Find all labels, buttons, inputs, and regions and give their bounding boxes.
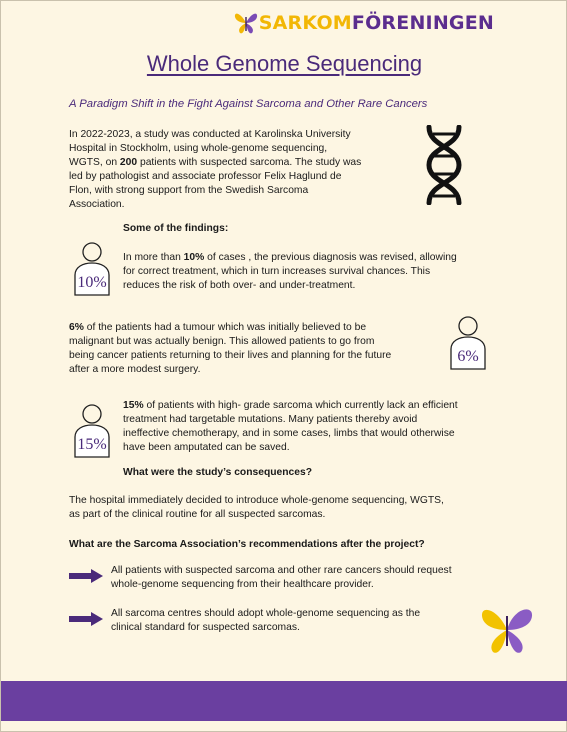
intro-line: Hospital in Stockholm, using whole-genome sequencing, xyxy=(69,143,328,154)
consequences-line: as part of the clinical routine for all suspected sarcomas. xyxy=(69,509,326,520)
person-icon xyxy=(71,239,113,297)
finding3-number: 15% xyxy=(123,400,144,411)
finding3-line: ineffective chemotherapy, and in some cases, limbs that would otherwise xyxy=(123,428,455,439)
intro-line: Association. xyxy=(69,199,125,210)
finding1-paragraph xyxy=(123,251,523,293)
arrow-right-icon xyxy=(69,612,103,626)
recommendation2-line: All sarcoma centres should adopt whole-genome sequencing as the xyxy=(111,608,421,619)
finding2-paragraph xyxy=(69,321,449,377)
recommendation1-line: whole-genome sequencing from their healthcare provider. xyxy=(111,579,374,590)
finding1-line: for correct treatment, which in turn increases survival chances. This xyxy=(123,266,431,277)
finding1-percent: 10% xyxy=(77,274,107,291)
finding3-percent: 15% xyxy=(77,436,107,453)
intro-line: In 2022-2023, a study was conducted at Karolinska University xyxy=(69,129,351,140)
recommendation1-line: All patients with suspected sarcoma and other rare cancers should request xyxy=(111,565,452,576)
intro-line: Flon, with strong support from the Swedish Sarcoma xyxy=(69,185,309,196)
finding3-line xyxy=(123,399,523,413)
recommendation2 xyxy=(111,607,471,635)
finding3-line: have been amputated can be saved. xyxy=(123,442,290,453)
finding3-text: of patients with high- grade sarcoma which currently lack an efficient xyxy=(143,400,458,411)
logo-text-foreningen: FÖRENINGEN xyxy=(351,12,494,34)
recommendations-heading: What are the Sarcoma Association’s recommendations after the project? xyxy=(69,539,425,550)
finding2-line xyxy=(69,321,449,335)
butterfly-icon xyxy=(479,604,535,656)
finding2-line: after a more modest surgery. xyxy=(69,364,201,375)
finding2-percent: 6% xyxy=(457,348,479,365)
butterfly-icon xyxy=(233,11,259,35)
finding2-number: 6% xyxy=(69,322,84,333)
finding3-paragraph xyxy=(123,399,523,455)
intro-paragraph xyxy=(69,128,409,212)
logo-text-sarkom: SARKOM xyxy=(258,12,352,34)
intro-text: WGTS, on xyxy=(69,157,120,168)
logo-text xyxy=(259,12,494,34)
page-subtitle: A Paradigm Shift in the Fight Against Sarcoma and Other Rare Cancers xyxy=(69,98,428,110)
arrow-right-icon xyxy=(69,569,103,583)
finding1-text: of cases , the previous diagnosis was revised, allowing xyxy=(204,252,457,263)
finding1-number: 10% xyxy=(183,252,205,263)
logo xyxy=(233,11,494,35)
finding1-line xyxy=(123,251,523,265)
recommendation2-line: clinical standard for suspected sarcomas. xyxy=(111,622,300,633)
recommendation1 xyxy=(111,564,511,592)
person-icon xyxy=(447,313,489,371)
finding2-line: malignant but was actually benign. This allowed patients to go from xyxy=(69,336,375,347)
finding1-text: In more than xyxy=(123,252,184,263)
intro-number: 200 xyxy=(119,157,138,168)
finding2-text: of the patients had a tumour which was initially believed to be xyxy=(83,322,367,333)
finding2-line: being cancer patients returning to their lives and planning for the future xyxy=(69,350,392,361)
finding3-line: treatment had targetable mutations. Many patients thereby avoid xyxy=(123,414,418,425)
consequences-heading: What were the study’s consequences? xyxy=(123,467,313,478)
dna-icon xyxy=(419,125,469,205)
person-icon xyxy=(71,401,113,459)
intro-line: led by pathologist and associate professor Felix Haglund de xyxy=(69,171,342,182)
page-title: Whole Genome Sequencing xyxy=(146,51,423,76)
footer-bar xyxy=(1,681,567,721)
finding1-line: reduces the risk of both over- and under-treatment. xyxy=(123,280,356,291)
intro-text: patients with suspected sarcoma. The study was xyxy=(137,157,362,168)
findings-heading: Some of the findings: xyxy=(123,223,229,234)
intro-line xyxy=(69,156,409,170)
consequences-line: The hospital immediately decided to introduce whole-genome sequencing, WGTS, xyxy=(69,495,444,506)
consequences-paragraph xyxy=(69,494,529,522)
